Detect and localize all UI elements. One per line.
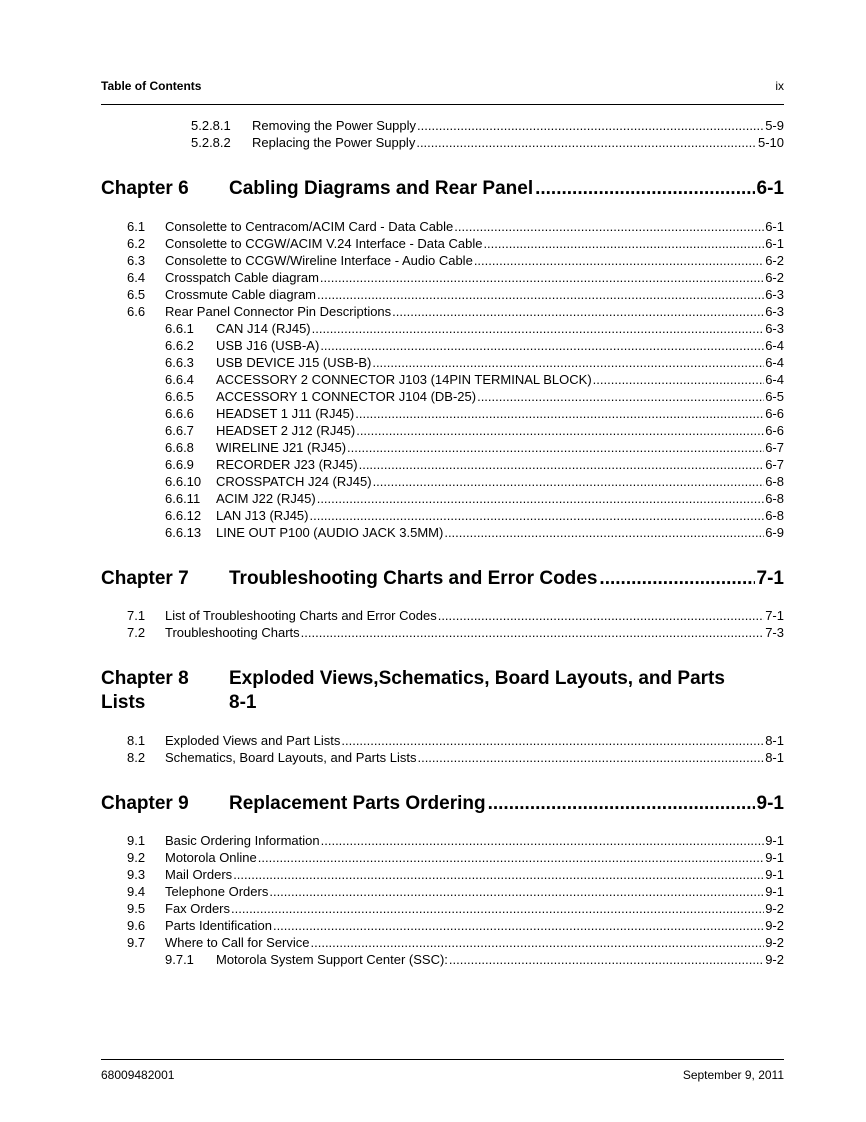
toc-entry[interactable] [127, 935, 784, 950]
section-page: 9-2 [765, 952, 784, 967]
section-title: HEADSET 1 J11 (RJ45) [216, 406, 355, 421]
section-title: Telephone Orders [165, 884, 269, 899]
header-page-number: ix [775, 79, 784, 93]
toc-entry[interactable] [165, 372, 784, 387]
section-title: RECORDER J23 (RJ45) [216, 457, 358, 472]
section-number: 9.3 [127, 867, 146, 882]
section-title: ACCESSORY 2 CONNECTOR J103 (14PIN TERMINAL BLOCK) [216, 372, 592, 387]
section-page: 8-1 [765, 750, 784, 765]
section-title: Replacing the Power Supply [252, 135, 416, 150]
section-page: 6-6 [765, 406, 784, 421]
dot-leader [417, 118, 764, 133]
section-number: 6.6.3 [165, 355, 194, 370]
section-number: 6.6.1 [165, 321, 194, 336]
section-title: LAN J13 (RJ45) [216, 508, 309, 523]
dot-leader [416, 135, 757, 150]
dot-leader [449, 952, 764, 967]
dot-leader [488, 792, 755, 816]
section-page: 6-2 [765, 270, 784, 285]
toc-entry[interactable] [165, 440, 784, 455]
section-title: ACIM J22 (RJ45) [216, 491, 316, 506]
section-number: 5.2.8.2 [191, 135, 231, 150]
dot-leader [438, 608, 765, 623]
dot-leader [454, 219, 764, 234]
section-page: 9-1 [765, 850, 784, 865]
dot-leader [483, 236, 764, 251]
dot-leader [321, 833, 765, 848]
chapter-title: Troubleshooting Charts and Error Codes [229, 568, 598, 589]
chapter-7-heading[interactable] [101, 567, 784, 591]
section-title: Consolette to Centracom/ACIM Card - Data Cable [165, 219, 454, 234]
chapter-number: Chapter 9 [101, 793, 189, 814]
toc-entry[interactable] [165, 423, 784, 438]
toc-entry[interactable] [165, 338, 784, 353]
toc-entry[interactable] [191, 135, 784, 150]
section-page: 9-2 [765, 918, 784, 933]
toc-entry[interactable] [127, 867, 784, 882]
toc-entry[interactable] [127, 850, 784, 865]
running-header [101, 79, 784, 95]
section-title: Troubleshooting Charts [165, 625, 300, 640]
section-title: ACCESSORY 1 CONNECTOR J104 (DB-25) [216, 389, 477, 404]
section-number: 6.2 [127, 236, 146, 251]
toc-entry[interactable] [127, 833, 784, 848]
toc-entry[interactable] [165, 952, 784, 967]
dot-leader [311, 935, 765, 950]
dot-leader [320, 270, 764, 285]
section-number: 7.2 [127, 625, 146, 640]
section-page: 5-9 [765, 118, 784, 133]
toc-entry[interactable] [191, 118, 784, 133]
section-page: 6-4 [765, 338, 784, 353]
chapter-number-continued: Lists [101, 692, 146, 713]
section-number: 6.6.7 [165, 423, 194, 438]
publication-date: September 9, 2011 [682, 1068, 784, 1082]
chapter-9-heading[interactable] [101, 792, 784, 816]
chapter-title: Replacement Parts Ordering [229, 793, 486, 814]
toc-entry[interactable] [165, 389, 784, 404]
toc-entry[interactable] [127, 287, 784, 302]
dot-leader [355, 406, 764, 421]
section-page: 6-2 [765, 253, 784, 268]
toc-entry[interactable] [165, 508, 784, 523]
toc-entry[interactable] [165, 457, 784, 472]
dot-leader [301, 625, 765, 640]
section-page: 9-2 [765, 901, 784, 916]
section-title: Exploded Views and Part Lists [165, 733, 341, 748]
section-title: LINE OUT P100 (AUDIO JACK 3.5MM) [216, 525, 444, 540]
section-number: 6.6.4 [165, 372, 194, 387]
section-page: 6-8 [765, 491, 784, 506]
section-number: 6.6.2 [165, 338, 194, 353]
dot-leader [477, 389, 764, 404]
footer-rule [101, 1059, 784, 1060]
dot-leader [356, 423, 764, 438]
toc-entry[interactable] [127, 733, 784, 748]
section-number: 7.1 [127, 608, 146, 623]
dot-leader [372, 355, 764, 370]
dot-leader [269, 884, 764, 899]
section-number: 6.6.6 [165, 406, 194, 421]
section-title: Removing the Power Supply [252, 118, 417, 133]
toc-entry[interactable] [165, 474, 784, 489]
section-title: List of Troubleshooting Charts and Error Codes [165, 608, 437, 623]
section-number: 9.4 [127, 884, 146, 899]
toc-entry[interactable] [165, 525, 784, 540]
dot-leader [599, 567, 754, 591]
dot-leader [373, 474, 765, 489]
dot-leader [359, 457, 765, 472]
section-number: 6.4 [127, 270, 146, 285]
chapter-page: 8-1 [229, 692, 257, 713]
toc-entry[interactable] [165, 406, 784, 421]
chapter-page: 6-1 [756, 178, 784, 199]
toc-entry[interactable] [127, 270, 784, 285]
dot-leader [231, 901, 764, 916]
toc-entry[interactable] [165, 321, 784, 336]
chapter-number: Chapter 6 [101, 178, 189, 199]
dot-leader [258, 850, 764, 865]
section-number: 6.6 [127, 304, 146, 319]
section-title: Crossmute Cable diagram [165, 287, 317, 302]
dot-leader [273, 918, 764, 933]
section-number: 6.6.8 [165, 440, 194, 455]
dot-leader [341, 733, 764, 748]
toc-entry[interactable] [127, 253, 784, 268]
section-page: 6-4 [765, 355, 784, 370]
section-page: 6-3 [765, 321, 784, 336]
section-page: 9-1 [765, 833, 784, 848]
section-page: 6-4 [765, 372, 784, 387]
section-page: 6-8 [765, 508, 784, 523]
header-rule [101, 104, 784, 105]
chapter-page: 9-1 [756, 793, 784, 814]
toc-entry[interactable] [127, 236, 784, 251]
chapter-page: 7-1 [756, 568, 784, 589]
dot-leader [317, 287, 764, 302]
section-number: 9.1 [127, 833, 146, 848]
section-number: 9.7 [127, 935, 146, 950]
dot-leader [444, 525, 764, 540]
section-number: 6.6.13 [165, 525, 202, 540]
chapter-title: Exploded Views,Schematics, Board Layouts, and Parts [229, 668, 725, 689]
section-page: 6-3 [765, 287, 784, 302]
section-number: 9.7.1 [165, 952, 194, 967]
section-title: Schematics, Board Layouts, and Parts Lists [165, 750, 417, 765]
dot-leader [392, 304, 764, 319]
section-page: 8-1 [765, 733, 784, 748]
section-title: Crosspatch Cable diagram [165, 270, 319, 285]
section-number: 9.6 [127, 918, 146, 933]
section-page: 9-1 [765, 884, 784, 899]
section-title: CAN J14 (RJ45) [216, 321, 311, 336]
toc-entry[interactable] [127, 884, 784, 899]
header-title: Table of Contents [101, 79, 202, 93]
section-title: Rear Panel Connector Pin Descriptions [165, 304, 392, 319]
dot-leader [593, 372, 765, 387]
section-number: 8.2 [127, 750, 146, 765]
chapter-title: Cabling Diagrams and Rear Panel [229, 178, 534, 199]
dot-leader [317, 491, 765, 506]
section-number: 6.6.5 [165, 389, 194, 404]
document-number: 68009482001 [101, 1068, 175, 1082]
dot-leader [320, 338, 764, 353]
section-title: Consolette to CCGW/Wireline Interface - Audio Cable [165, 253, 473, 268]
toc-entry[interactable] [127, 304, 784, 319]
section-number: 9.5 [127, 901, 146, 916]
chapter-6-heading[interactable] [101, 177, 784, 201]
dot-leader [312, 321, 765, 336]
section-number: 6.5 [127, 287, 146, 302]
section-page: 7-3 [765, 625, 784, 640]
dot-leader [309, 508, 764, 523]
section-page: 6-9 [765, 525, 784, 540]
section-page: 9-2 [765, 935, 784, 950]
section-number: 8.1 [127, 733, 146, 748]
section-page: 6-1 [765, 219, 784, 234]
toc-entry[interactable] [165, 491, 784, 506]
section-page: 9-1 [765, 867, 784, 882]
section-title: WIRELINE J21 (RJ45) [216, 440, 347, 455]
toc-entry[interactable] [127, 625, 784, 640]
toc-entry[interactable] [127, 219, 784, 234]
section-page: 6-6 [765, 423, 784, 438]
chapter-number: Chapter 7 [101, 568, 189, 589]
section-title: HEADSET 2 J12 (RJ45) [216, 423, 356, 438]
dot-leader [417, 750, 764, 765]
section-page: 6-7 [765, 457, 784, 472]
section-number: 6.6.11 [165, 491, 201, 506]
toc-entry[interactable] [127, 750, 784, 765]
section-number: 6.6.12 [165, 508, 202, 523]
section-page: 6-3 [765, 304, 784, 319]
toc-entry[interactable] [127, 608, 784, 623]
chapter-number: Chapter 8 [101, 668, 189, 689]
section-page: 6-7 [765, 440, 784, 455]
section-page: 5-10 [757, 135, 784, 150]
dot-leader [474, 253, 764, 268]
dot-leader [535, 177, 754, 201]
section-title: USB J16 (USB-A) [216, 338, 320, 353]
section-title: USB DEVICE J15 (USB-B) [216, 355, 372, 370]
section-number: 5.2.8.1 [191, 118, 231, 133]
section-title: Mail Orders [165, 867, 233, 882]
section-page: 6-5 [765, 389, 784, 404]
section-title: Motorola System Support Center (SSC): [216, 952, 448, 967]
section-number: 6.6.10 [165, 474, 202, 489]
section-page: 7-1 [765, 608, 784, 623]
section-title: CROSSPATCH J24 (RJ45) [216, 474, 372, 489]
dot-leader [347, 440, 764, 455]
toc-entry[interactable] [127, 901, 784, 916]
section-number: 6.3 [127, 253, 146, 268]
section-title: Where to Call for Service [165, 935, 310, 950]
section-title: Consolette to CCGW/ACIM V.24 Interface - Data Cable [165, 236, 483, 251]
section-title: Parts Identification [165, 918, 272, 933]
section-title: Motorola Online [165, 850, 257, 865]
section-page: 6-1 [765, 236, 784, 251]
toc-entry[interactable] [127, 918, 784, 933]
section-number: 9.2 [127, 850, 146, 865]
dot-leader [233, 867, 764, 882]
section-number: 6.1 [127, 219, 146, 234]
section-title: Fax Orders [165, 901, 231, 916]
section-title: Basic Ordering Information [165, 833, 320, 848]
section-number: 6.6.9 [165, 457, 194, 472]
toc-entry[interactable] [165, 355, 784, 370]
section-page: 6-8 [765, 474, 784, 489]
